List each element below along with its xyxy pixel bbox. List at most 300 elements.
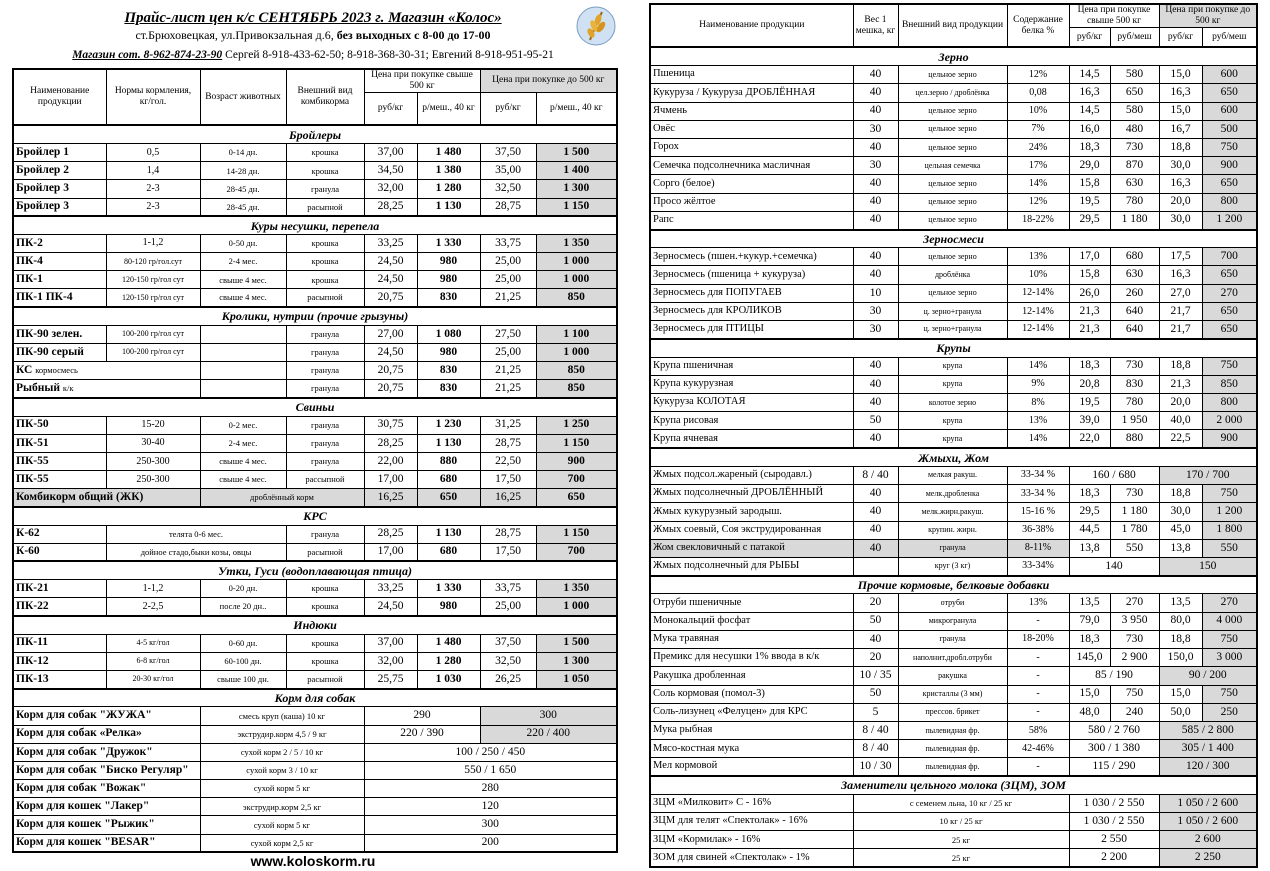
price: 1 030 / 2 550 <box>1069 794 1159 812</box>
wheat-logo-icon <box>576 6 616 46</box>
product-form: цельное зерно <box>898 120 1007 138</box>
price: 580 <box>1110 102 1159 120</box>
price: 650 <box>1202 266 1257 284</box>
animal-age <box>200 380 286 398</box>
price: 3 950 <box>1110 612 1159 630</box>
table-row <box>13 489 617 507</box>
table-row <box>650 503 1257 521</box>
product-form: гранула <box>898 539 1007 557</box>
protein-content: - <box>1007 667 1069 685</box>
price: 650 <box>1110 84 1159 102</box>
price: 14,5 <box>1069 102 1110 120</box>
price: 150 <box>1159 557 1257 575</box>
table-row <box>13 253 617 271</box>
feed-form: крошка <box>286 271 364 289</box>
product-name: Соль-лизунец «Фелуцен» для КРС <box>650 703 853 721</box>
price: 20,0 <box>1159 193 1202 211</box>
product-name: Просо жёлтое <box>650 193 853 211</box>
bag-weight: 40 <box>853 430 898 448</box>
price: 700 <box>1202 248 1257 266</box>
table-row <box>650 66 1257 84</box>
product-name: Крупа ячневая <box>650 430 853 448</box>
col-header-age: Возраст животных <box>200 69 286 125</box>
price: 20,8 <box>1069 375 1110 393</box>
table-row <box>650 248 1257 266</box>
section-header-row <box>650 776 1257 794</box>
price: 1 000 <box>536 598 617 616</box>
price: 260 <box>1110 284 1159 302</box>
protein-content: 7% <box>1007 120 1069 138</box>
table-row <box>13 525 617 543</box>
col-header-unit: р/меш., 40 кг <box>536 92 617 125</box>
price: 150,0 <box>1159 649 1202 667</box>
feed-norm: 30-40 <box>106 434 200 452</box>
price: 22,0 <box>1069 430 1110 448</box>
product-name: Крупа рисовая <box>650 412 853 430</box>
price: 600 <box>1202 102 1257 120</box>
price: 15,8 <box>1069 266 1110 284</box>
price: 830 <box>417 380 480 398</box>
price: 35,00 <box>480 162 536 180</box>
bag-weight: 40 <box>853 394 898 412</box>
product-form: мелк.жирн.ракуш. <box>898 503 1007 521</box>
price: 900 <box>1202 430 1257 448</box>
animal-age: 60-100 дн. <box>200 652 286 670</box>
table-row <box>650 794 1257 812</box>
price: 980 <box>417 271 480 289</box>
table-row <box>13 162 617 180</box>
product-form: мелкая ракуш. <box>898 466 1007 484</box>
price: 28,75 <box>480 525 536 543</box>
section-title: Корм для собак <box>13 689 617 707</box>
price: 1 300 <box>536 180 617 198</box>
table-row <box>13 834 617 852</box>
feed-form: расыпной <box>286 671 364 689</box>
price: 16,25 <box>364 489 417 507</box>
price: 24,50 <box>364 253 417 271</box>
price: 830 <box>1110 375 1159 393</box>
price: 33,25 <box>364 580 417 598</box>
price: 1 050 <box>536 671 617 689</box>
price: 1 030 <box>417 671 480 689</box>
price: 270 <box>1202 594 1257 612</box>
feed-norm: 120-150 гр/гол сут <box>106 271 200 289</box>
col-header-look: Внешний вид комбикорма <box>286 69 364 125</box>
price: 50,0 <box>1159 703 1202 721</box>
address-text: ст.Брюховецкая, ул.Привокзальная д.6, <box>135 28 337 42</box>
protein-content: 14% <box>1007 430 1069 448</box>
section-title: Кролики, нутрии (прочие грызуны) <box>13 307 617 325</box>
price: 870 <box>1110 157 1159 175</box>
table-row <box>13 452 617 470</box>
product-name: Бройлер 1 <box>13 144 106 162</box>
price: 2 550 <box>1069 831 1159 849</box>
product-name: Корм для собак "Биско Регуляр" <box>13 761 200 779</box>
bag-weight: 50 <box>853 412 898 430</box>
table-row <box>13 816 617 834</box>
price: 34,50 <box>364 162 417 180</box>
price: 21,25 <box>480 362 536 380</box>
feed-form: гранула <box>286 452 364 470</box>
col-header-look: Внешний вид продукции <box>898 4 1007 47</box>
product-name: К-60 <box>13 543 106 561</box>
price: 640 <box>1110 302 1159 320</box>
price: 32,00 <box>364 652 417 670</box>
bag-weight: 40 <box>853 630 898 648</box>
animal-age: свыше 4 мес. <box>200 471 286 489</box>
price: 1 100 <box>536 325 617 343</box>
price: 1 180 <box>1110 211 1159 229</box>
bag-weight: 8 / 40 <box>853 721 898 739</box>
price: 1 500 <box>536 144 617 162</box>
protein-content: 13% <box>1007 248 1069 266</box>
feed-form: крошка <box>286 234 364 252</box>
bag-weight: 40 <box>853 175 898 193</box>
price: 1 480 <box>417 144 480 162</box>
animal-age: свыше 4 мес. <box>200 289 286 307</box>
price: 650 <box>1202 321 1257 339</box>
price: 1 050 / 2 600 <box>1159 794 1257 812</box>
price: 17,0 <box>1069 248 1110 266</box>
price: 90 / 200 <box>1159 667 1257 685</box>
price: 19,5 <box>1069 394 1110 412</box>
price: 21,3 <box>1069 302 1110 320</box>
price: 1 800 <box>1202 521 1257 539</box>
product-name: ЗЦМ «Милковит» С - 16% <box>650 794 853 812</box>
product-form: цельное зерно <box>898 193 1007 211</box>
bag-weight: 8 / 40 <box>853 466 898 484</box>
table-row <box>650 485 1257 503</box>
price: 28,25 <box>364 434 417 452</box>
price: 730 <box>1110 138 1159 156</box>
price: 500 <box>1202 120 1257 138</box>
product-form: ц. зерно+гранула <box>898 302 1007 320</box>
table-row <box>650 831 1257 849</box>
price-list-header <box>12 0 614 66</box>
product-form: колотое зерно <box>898 394 1007 412</box>
product-name: Зерносмесь (пшен.+кукур.+семечка) <box>650 248 853 266</box>
price: 270 <box>1110 594 1159 612</box>
bag-weight: 30 <box>853 321 898 339</box>
product-form: отруби <box>898 594 1007 612</box>
price: 1 000 <box>536 271 617 289</box>
price: 750 <box>1202 138 1257 156</box>
section-title: Бройлеры <box>13 125 617 143</box>
price: 28,75 <box>480 198 536 216</box>
price: 680 <box>417 543 480 561</box>
feed-form: гранула <box>286 180 364 198</box>
price: 18,8 <box>1159 630 1202 648</box>
price: 1 350 <box>536 234 617 252</box>
product-name: Корм для кошек "Рыжик" <box>13 816 200 834</box>
price: 1 400 <box>536 162 617 180</box>
price: 16,3 <box>1069 84 1110 102</box>
price: 27,50 <box>480 325 536 343</box>
product-name: Мука рыбная <box>650 721 853 739</box>
col-header-price-over-500: Цена при покупке свыше 500 кг <box>364 69 480 92</box>
animal-age: 0-14 дн. <box>200 144 286 162</box>
price: 780 <box>1110 394 1159 412</box>
product-name: Крупа пшеничная <box>650 357 853 375</box>
protein-content: - <box>1007 649 1069 667</box>
table-row <box>13 580 617 598</box>
animal-age <box>200 325 286 343</box>
feed-form: крошка <box>286 634 364 652</box>
animal-age: 0-20 дн. <box>200 580 286 598</box>
table-row <box>13 271 617 289</box>
price: 25,00 <box>480 253 536 271</box>
product-form: мелк.дробленка <box>898 485 1007 503</box>
price: 15,0 <box>1159 66 1202 84</box>
price: 680 <box>1110 248 1159 266</box>
price: 115 / 290 <box>1069 758 1159 776</box>
price: 19,5 <box>1069 193 1110 211</box>
section-title: Зерно <box>650 47 1257 65</box>
bag-weight: 40 <box>853 211 898 229</box>
product-form: цельное зерно <box>898 66 1007 84</box>
price: 27,0 <box>1159 284 1202 302</box>
price: 1 150 <box>536 198 617 216</box>
table-row <box>650 157 1257 175</box>
table-row <box>13 543 617 561</box>
table-row <box>650 612 1257 630</box>
price: 1 030 / 2 550 <box>1069 813 1159 831</box>
protein-content: - <box>1007 758 1069 776</box>
table-row <box>650 667 1257 685</box>
col-header-unit: руб/меш <box>1110 27 1159 47</box>
product-name: Бройлер 3 <box>13 198 106 216</box>
feed-norm: 2-3 <box>106 180 200 198</box>
price: 2 200 <box>1069 849 1159 867</box>
price: 650 <box>1202 84 1257 102</box>
product-form: крупин. жирн. <box>898 521 1007 539</box>
table-row <box>650 740 1257 758</box>
col-header-norm: Нормы кормления, кг/гол. <box>106 69 200 125</box>
package: 25 кг <box>853 849 1069 867</box>
feed-norm: 15-20 <box>106 416 200 434</box>
price: 290 <box>364 707 480 725</box>
product-name: Корм для собак "ЖУЖА" <box>13 707 200 725</box>
bag-weight: 40 <box>853 266 898 284</box>
section-header-row <box>13 398 617 416</box>
col-header-unit: руб/кг <box>364 92 417 125</box>
price: 37,00 <box>364 634 417 652</box>
price: 16,7 <box>1159 120 1202 138</box>
price: 1 130 <box>417 525 480 543</box>
table-row <box>13 707 617 725</box>
feed-form: гранула <box>286 380 364 398</box>
price: 730 <box>1110 485 1159 503</box>
price: 32,00 <box>364 180 417 198</box>
price: 750 <box>1202 485 1257 503</box>
table-row <box>650 193 1257 211</box>
price: 1 200 <box>1202 211 1257 229</box>
price: 17,50 <box>480 543 536 561</box>
product-name: Жмых подсолнечный для РЫБЫ <box>650 557 853 575</box>
bag-weight: 40 <box>853 84 898 102</box>
product-name: ЗЦМ для телят «Спектолак» - 16% <box>650 813 853 831</box>
product-name: Зерносмесь для ПОПУГАЕВ <box>650 284 853 302</box>
table-row <box>13 180 617 198</box>
table-row <box>650 849 1257 867</box>
bag-weight: 40 <box>853 102 898 120</box>
col-header-price-under-500: Цена при покупке до 500 кг <box>480 69 617 92</box>
price: 32,50 <box>480 180 536 198</box>
website-url[interactable]: www.koloskorm.ru <box>250 853 376 869</box>
price: 20,75 <box>364 362 417 380</box>
product-name: ПК-51 <box>13 434 106 452</box>
product-form: цельное зерно <box>898 211 1007 229</box>
price: 300 <box>364 816 617 834</box>
animal-age: 28-45 дн. <box>200 198 286 216</box>
price: 640 <box>1110 321 1159 339</box>
price: 1 150 <box>536 434 617 452</box>
price: 220 / 390 <box>364 725 480 743</box>
animal-age: 0-50 дн. <box>200 234 286 252</box>
product-name: ПК-50 <box>13 416 106 434</box>
bag-weight: 30 <box>853 302 898 320</box>
product-name <box>13 380 200 398</box>
price: 650 <box>1202 302 1257 320</box>
animal-age: свыше 4 мес. <box>200 452 286 470</box>
product-name: Рапс <box>650 211 853 229</box>
price: 1 280 <box>417 180 480 198</box>
price: 1 480 <box>417 634 480 652</box>
price: 250 <box>1202 703 1257 721</box>
price: 550 <box>1110 539 1159 557</box>
price: 650 <box>417 489 480 507</box>
price: 650 <box>1202 175 1257 193</box>
feed-norm: 120-150 гр/гол сут <box>106 289 200 307</box>
product-form: гранула <box>898 630 1007 648</box>
table-row <box>13 380 617 398</box>
price: 4 000 <box>1202 612 1257 630</box>
price: 39,0 <box>1069 412 1110 430</box>
product-name: Зерносмесь для ПТИЦЫ <box>650 321 853 339</box>
protein-content: - <box>1007 685 1069 703</box>
protein-content: 33-34 % <box>1007 466 1069 484</box>
product-name: Корм для кошек "Лакер" <box>13 798 200 816</box>
price: 16,0 <box>1069 120 1110 138</box>
price: 17,00 <box>364 543 417 561</box>
animal-age: 28-45 дн. <box>200 180 286 198</box>
package: 10 кг / 25 кг <box>853 813 1069 831</box>
table-row <box>13 144 617 162</box>
price: 25,00 <box>480 343 536 361</box>
price: 21,3 <box>1069 321 1110 339</box>
product-name: Бройлер 2 <box>13 162 106 180</box>
price: 2 600 <box>1159 831 1257 849</box>
price: 1 780 <box>1110 521 1159 539</box>
price: 580 / 2 760 <box>1069 721 1159 739</box>
price: 18,3 <box>1069 485 1110 503</box>
protein-content: 13% <box>1007 594 1069 612</box>
price: 585 / 2 800 <box>1159 721 1257 739</box>
product-name: Мел кормовой <box>650 758 853 776</box>
table-row <box>13 743 617 761</box>
section-header-row <box>13 616 617 634</box>
section-title: Жмыхи, Жом <box>650 448 1257 466</box>
price: 18,3 <box>1069 630 1110 648</box>
price: 830 <box>417 362 480 380</box>
product-name: Премикс для несушки 1% ввода в к/к <box>650 649 853 667</box>
animal-group: телята 0-6 мес. <box>106 525 286 543</box>
section-title: Куры несушки, перепела <box>13 216 617 234</box>
feed-form: рассыпной <box>286 471 364 489</box>
price: 25,75 <box>364 671 417 689</box>
animal-age: 14-28 дн. <box>200 162 286 180</box>
table-row <box>13 325 617 343</box>
product-name: Жмых подсолнечный ДРОБЛЁННЫЙ <box>650 485 853 503</box>
bag-weight: 5 <box>853 703 898 721</box>
animal-age: 2-4 мес. <box>200 434 286 452</box>
table-row <box>650 430 1257 448</box>
table-row <box>650 721 1257 739</box>
price: 1 330 <box>417 580 480 598</box>
manager-phones: Сергей 8-918-433-62-50; 8-918-368-30-31; Евгений 8-918-951-95-21 <box>222 49 554 61</box>
price: 1 130 <box>417 434 480 452</box>
product-form: цельное зерно <box>898 102 1007 120</box>
price: 24,50 <box>364 343 417 361</box>
product-form: крупа <box>898 412 1007 430</box>
price: 15,0 <box>1069 685 1110 703</box>
price: 1 300 <box>536 652 617 670</box>
table-row <box>650 138 1257 156</box>
table-row <box>650 394 1257 412</box>
table-row <box>13 652 617 670</box>
table-row <box>13 634 617 652</box>
feed-norm: 2-3 <box>106 198 200 216</box>
price: 15,0 <box>1159 102 1202 120</box>
product-note: кормосмесь <box>35 364 78 375</box>
store-phone: Магазин сот. 8-962-874-23-90 <box>72 49 223 61</box>
page-title: Прайс-лист цен к/с СЕНТЯБРЬ 2023 г. Магазин «Колос» <box>124 10 502 26</box>
product-name: ПК-90 зелен. <box>13 325 106 343</box>
price: 24,50 <box>364 271 417 289</box>
protein-content: 33-34 % <box>1007 485 1069 503</box>
feed-form: дроблённый корм <box>200 489 364 507</box>
bag-weight: 40 <box>853 503 898 521</box>
product-name: ПК-90 серый <box>13 343 106 361</box>
product-form: круг (3 кг) <box>898 557 1007 575</box>
price: 48,0 <box>1069 703 1110 721</box>
price: 480 <box>1110 120 1159 138</box>
section-title: Заменители цельного молока (ЗЦМ), ЗОМ <box>650 776 1257 794</box>
price: 3 000 <box>1202 649 1257 667</box>
col-header-unit: руб/кг <box>1159 27 1202 47</box>
price: 1 280 <box>417 652 480 670</box>
price: 24,50 <box>364 598 417 616</box>
package: сухой корм 3 / 10 кг <box>200 761 364 779</box>
feed-norm: 100-200 гр/гол сут <box>106 343 200 361</box>
price: 33,25 <box>364 234 417 252</box>
price: 300 / 1 380 <box>1069 740 1159 758</box>
protein-content: 12% <box>1007 66 1069 84</box>
table-row <box>650 521 1257 539</box>
product-name: ПК-11 <box>13 634 106 652</box>
product-name: ПК-55 <box>13 471 106 489</box>
col-header-weight: Вес 1 мешка, кг <box>853 4 898 47</box>
price: 16,3 <box>1159 84 1202 102</box>
table-row <box>650 321 1257 339</box>
bag-weight: 40 <box>853 66 898 84</box>
price: 30,0 <box>1159 503 1202 521</box>
price: 32,50 <box>480 652 536 670</box>
protein-content: - <box>1007 612 1069 630</box>
product-form: ц. зерно+гранула <box>898 321 1007 339</box>
protein-content: 10% <box>1007 266 1069 284</box>
protein-content: 13% <box>1007 412 1069 430</box>
